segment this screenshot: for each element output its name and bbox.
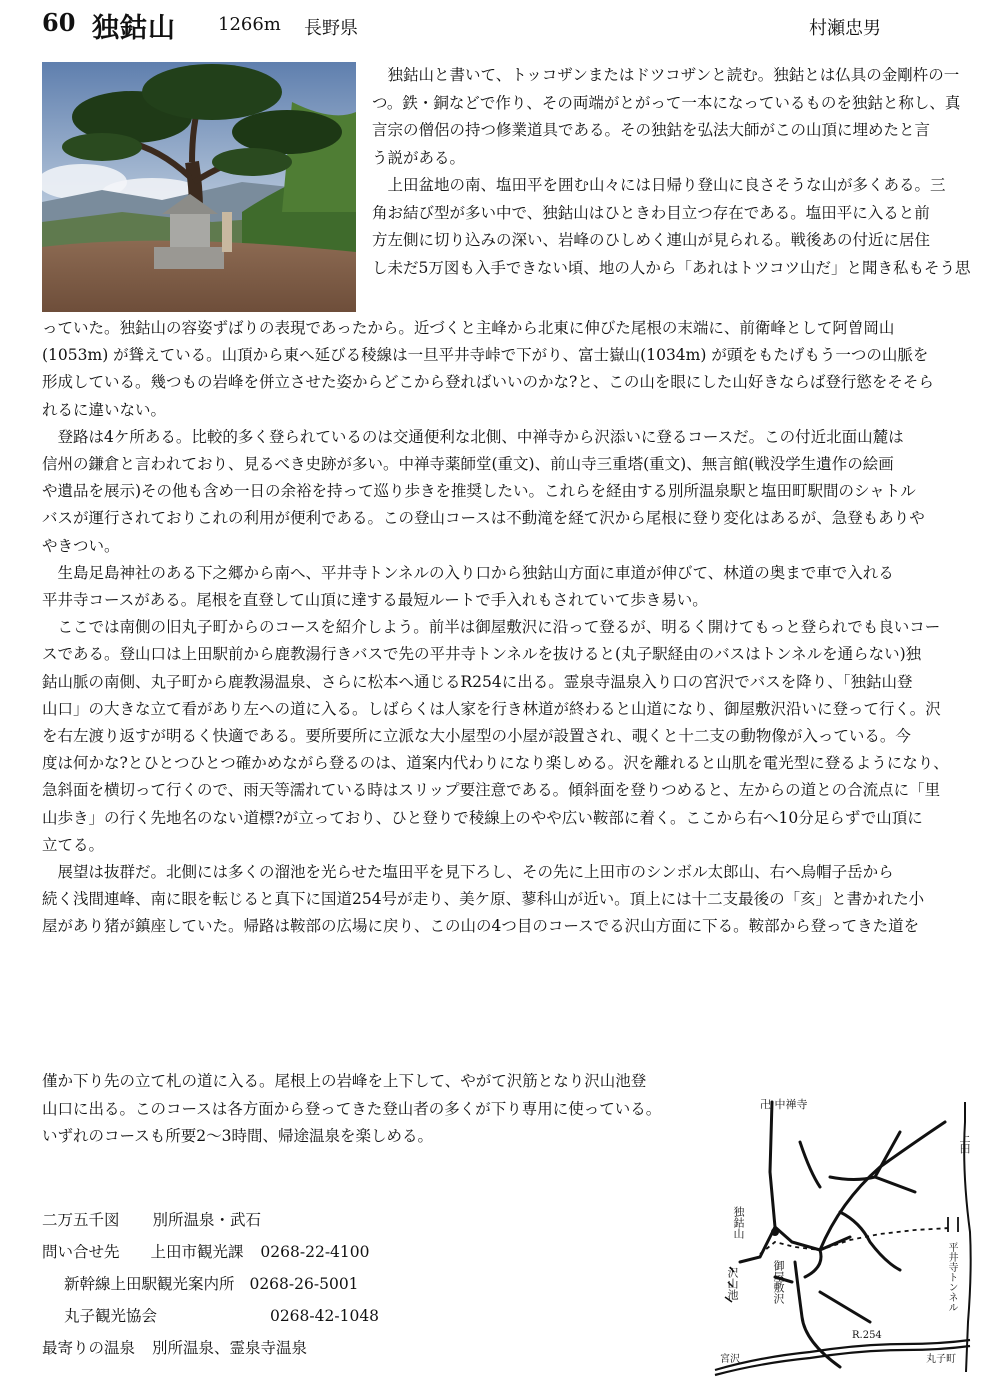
contact-tel: 0268-22-4100 (260, 1243, 370, 1261)
paragraph-main (42, 315, 992, 941)
summit-marker-icon (771, 1228, 779, 1236)
text-line: 角お結び型が多い中で、独鈷山はひときわ目立つ存在である。塩田平に入ると前 (372, 203, 930, 222)
text-line: 言宗の僧侶の持つ修業道具である。その独鈷を弘法大師がこの山頂に埋めたと言 (372, 121, 931, 139)
info-contact-2 (64, 1272, 359, 1294)
mountain-summit-photo-icon (42, 62, 356, 312)
contact-name: 上田市観光課 (150, 1243, 244, 1261)
text-line: 山歩き」の行く先地名のない道標?が立っており、ひと登りで稜線上のやや広い鞍部に着く。ここから右へ10分足らずで山頂に (42, 808, 923, 827)
contact-name: 丸子観光協会 (64, 1307, 158, 1325)
page-header (42, 6, 962, 46)
info-onsen (42, 1336, 307, 1358)
map-label-route: R.254 (852, 1330, 882, 1341)
map-label-ueda: 上田 (958, 1132, 971, 1154)
route-map (700, 1082, 990, 1382)
text-line: う説がある。 (372, 148, 466, 167)
author-name: 村瀬忠男 (809, 18, 881, 39)
info-map-sheet (42, 1208, 261, 1230)
contact-name: 新幹線上田駅観光案内所 (64, 1275, 235, 1293)
text-line: やきつい。 (42, 536, 120, 555)
text-line: 方左側に切り込みの深い、岩峰のひしめく連山が見られる。戦後あの付近に居住 (372, 231, 931, 249)
text-line: っていた。独鈷山の容姿ずばりの表現であったから。近づくと主峰から北東に伸びた尾根の末端に、前衛峰として阿曽岡山 (42, 319, 895, 337)
elevation: 1266m (218, 14, 281, 35)
text-line: 独鈷山と書いて、トッコザンまたはドツコザンと読む。独鈷とは仏具の金剛杵の一 (387, 66, 960, 84)
text-line: 急斜面を横切って行くので、雨天等濡れている時はスリップ要注意である。傾斜面を登りつめると、左からの道との合流点に「里 (42, 781, 941, 800)
text-line: れるに違いない。 (42, 400, 167, 419)
entry-number: 60 (42, 8, 76, 37)
text-line: し未だ5万図も入手できない頃、地の人から「あれはトツコツ山だ」と聞き私もそう思 (372, 258, 971, 277)
text-line: 鈷山脈の南側、丸子町から鹿教湯温泉、さらに松本へ通じるR254に出る。霊泉寺温泉入り口の宮沢でバスを降り、「独鈷山登 (42, 672, 913, 691)
text-line: 登路は4ケ所ある。比較的多く登られているのは交通便利な北側、中禅寺から沢添いに登るコースだ。この付近北面山麓は (57, 427, 904, 446)
text-line: 山口に出る。このコースは各方面から登ってきた登山者の多くが下り専用に使っている。 (42, 1099, 662, 1118)
paragraph-descent (42, 1068, 702, 1151)
map-label-dokko: 独鈷山 (732, 1206, 745, 1239)
map-label-tunnel: 平井寺トンネル (946, 1242, 957, 1312)
text-line: 平井寺コースがある。尾根を直登して山頂に達する最短ルートで手入れもされていて歩き易い。 (42, 591, 708, 610)
map-label-maruko: 丸子町 (926, 1354, 956, 1365)
map-label-miyasawa: 宮沢 (720, 1354, 740, 1365)
text-line: 上田盆地の南、塩田平を囲む山々には日帰り登山に良さそうな山が多くある。三 (387, 176, 946, 194)
text-line: 生島足島神社のある下之郷から南へ、平井寺トンネルの入り口から独鈷山方面に車道が伸びて、林道の奥まで車で入れる (57, 563, 894, 582)
info-contact-1 (42, 1240, 370, 1262)
text-line: バスが運行されておりこれの利用が便利である。この登山コースは不動滝を経て沢から尾根に登り変化はあるが、急登もありや (42, 509, 925, 528)
info-label: 二万五千図 (42, 1211, 120, 1229)
text-line: ここでは南側の旧丸子町からのコースを紹介しよう。前半は御屋敷沢に沿って登るが、明るく開けてもっと登られでも良いコー (57, 618, 941, 637)
text-line: 信州の鎌倉と言われており、見るべき史跡が多い。中禅寺薬師堂(重文)、前山寺三重塔(重文)、無言館(戦没学生遺作の絵画 (42, 455, 894, 474)
text-line: や遺品を展示)その他も含め一日の余裕を持って巡り歩きを推奨したい。これらを経由する別所温泉駅と塩田町駅間のシャトル (42, 482, 916, 501)
text-line: 展望は抜群だ。北側には多くの溜池を光らせた塩田平を見下ろし、その先に上田市のシンボル太郎山、右へ烏帽子岳から (57, 863, 894, 882)
paragraph-intro (372, 62, 992, 282)
text-line: を右左渡り返すが明るく快適である。要所要所に立派な大小屋型の小屋が設置され、覗くと十二支の動物像が入っている。今 (42, 727, 911, 746)
text-line: 僅か下り先の立て札の道に入る。尾根上の岩峰を上下して、やがて沢筋となり沢山池登 (42, 1072, 647, 1090)
info-contact-3 (64, 1304, 379, 1326)
info-label: 最寄りの温泉 (42, 1339, 136, 1357)
text-line: 形成している。幾つもの岩峰を併立させた姿からどこから登ればいいのかな?と、この山を眼にした山好きならば登行慾をそそら (42, 373, 934, 392)
info-value: 別所温泉、霊泉寺温泉 (151, 1339, 307, 1357)
prefecture: 長野県 (304, 18, 358, 39)
summit-photo (42, 62, 356, 312)
mountain-name: 独鈷山 (92, 13, 176, 44)
map-label-chuzenji: 卍 中禅寺 (760, 1098, 808, 1111)
info-value: 別所温泉・武石 (152, 1211, 261, 1229)
text-line: スである。登山口は上田駅前から鹿教湯行きバスで先の平井寺トンネルを抜けると(丸子駅経由のバスはトンネルを通らない)独 (42, 645, 922, 664)
text-line: 続く浅間連峰、南に眼を転じると真下に国道254号が走り、美ケ原、蓼科山が近い。頂上には十二支最後の「亥」と書かれた小 (42, 890, 925, 909)
text-line: 立てる。 (42, 835, 105, 854)
text-line: (1053m) が聳えている。山頂から東へ延びる稜線は一旦平井寺峠で下がり、富士嶽山(1034m) が頭をもたげもう一つの山脈を (42, 346, 929, 365)
text-line: 山口」の大きな立て看があり左への道に入る。しばらくは人家を行き林道が終わると山道になり、御屋敷沢沿いに登って行く。沢 (42, 699, 941, 718)
map-label-sawayama: 沢山池 (726, 1267, 739, 1300)
text-line: いずれのコースも所要2～3時間、帰途温泉を楽しめる。 (42, 1127, 433, 1145)
text-line: つ。鉄・銅などで作り、その両端がとがって一本になっているものを独鈷と称し、真 (372, 93, 961, 112)
contact-tel: 0268-42-1048 (269, 1307, 380, 1325)
info-label: 問い合せ先 (42, 1243, 120, 1261)
text-line: 度は何かな?とひとつひとつ確かめながら登るのは、道案内代わりになり楽しめる。沢を離れると山肌を電光型に登るようになり、 (42, 754, 949, 773)
contact-tel: 0268-26-5001 (249, 1275, 359, 1293)
map-label-oyashiki: 御屋敷沢 (772, 1260, 785, 1304)
text-line: 屋があり猪が鎮座していた。帰路は鞍部の広場に戻り、この山の4つ目のコースでる沢山方面に下る。鞍部から登ってきた道を (42, 917, 920, 936)
